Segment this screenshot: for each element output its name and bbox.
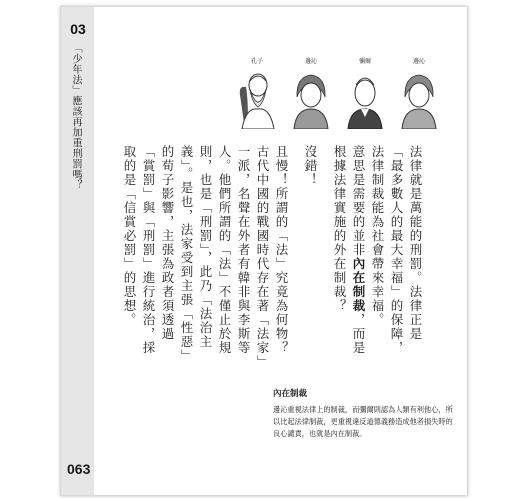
portrait-bentham-2 (395, 57, 443, 129)
sidenote-text: 邊沁重視法律上的制裁，而彌爾則認為人類有利他心，所以比起法律制裁，更重視違反道德義務造成他者損失時的良心譴責，也就是內在制裁。 (273, 405, 453, 438)
portrait-mill (341, 57, 389, 129)
paragraph-agree: 沒錯！ (303, 145, 318, 187)
portrait-name: 彌爾 (358, 58, 371, 65)
bentham-portrait-icon (288, 67, 334, 129)
portrait-confucius (233, 57, 281, 129)
portrait-name: 孔子 (250, 58, 263, 65)
chapter-side-strip (61, 7, 94, 495)
emphasis-inner-sanction: 內在制裁 (351, 257, 366, 313)
paragraph-legalism: 且慢！所謂的「法」究竟為何物？古代中國的戰國時代存在著「法家」一派，名聲在外者有韓非與李斯等人。他們所謂的「法」不僅止於規則，也是「刑罰」，此乃「法治主義」。是也，法家受到主張「性惡」的荀子影響，主張為政者須透過「賞罰」與「刑罰」進行統治，採取的是「信賞必罰」的思想。 (122, 145, 289, 363)
text-segment: 意思是需要的並非 (351, 145, 366, 257)
portrait-bentham-1 (287, 57, 335, 129)
confucius-portrait-icon (234, 67, 280, 129)
book-page (60, 6, 468, 496)
mill-portrait-icon (342, 67, 388, 129)
text-segment: ，而是根據法律實施的外在制裁？ (332, 145, 366, 355)
chapter-title: 「少年法」應該再加重刑罰嗎？ (70, 43, 81, 190)
paragraph-bentham-law: 法律就是萬能的刑罰。法律正是「最多數人的最大幸福」的保障，法律制裁能為社會帶來幸福。 (370, 145, 423, 355)
portrait-row (233, 57, 443, 129)
portrait-name: 邊沁 (304, 58, 317, 65)
chapter-number: 03 (70, 21, 86, 37)
sidenote-title: 內在制裁 (273, 389, 308, 399)
portrait-name: 邊沁 (412, 58, 425, 65)
sidenote (273, 387, 459, 440)
page-number: 063 (67, 461, 91, 477)
bentham-portrait-icon (396, 67, 442, 129)
paragraph-inner-sanction (330, 145, 368, 367)
main-body-text (110, 145, 425, 367)
